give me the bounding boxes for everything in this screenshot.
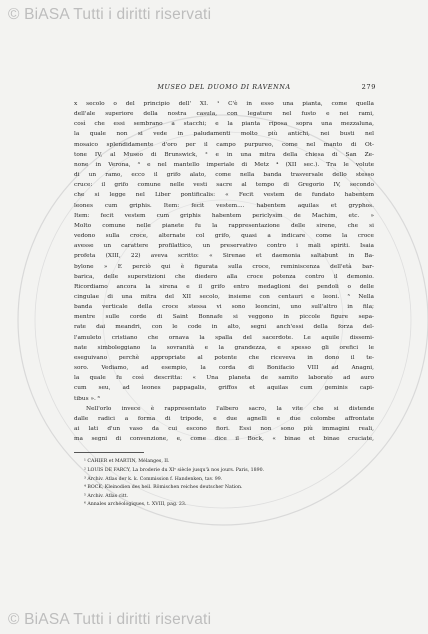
text-line: Item: fecit vestem cum griphis habentem periclysim de Machim, etc. » [74, 212, 374, 219]
text-line: dalle radici a forma di tripode, e due agnelli e due colombe affrontate [74, 415, 374, 422]
footnote: ⁴ BOCK, Kleinodien des heil. Römischen reiches deutscher Nation. [84, 485, 243, 491]
text-line: vedono sulla croce, alternate col grifo, quasi a indicare come la croce [74, 233, 374, 240]
text-line: barica, delle superstizioni che diedero alla croce potenza contro il demonio. [74, 273, 374, 280]
footnote: ¹ CAHIER et MARTIN, Mélanges, II. [84, 459, 170, 465]
text-line: x secolo o del principio dell' XI. ¹ C'è in esso una pianta, come quella [74, 101, 374, 107]
text-line: cruce: il grifo comune nelle vesti sacre al tempo di Gregorio IV, secondo [74, 182, 374, 189]
footnote: ² LOUIS DE FARCY, La broderie du XIᵉ siècle jusqu'à nos jours. Paris, 1890. [84, 467, 265, 473]
watermark-bottom: © BiASA Tutti i diritti riservati [8, 611, 212, 628]
text-line: di un ramo, ecco il grifo alato, come nella banda trasversale dello stesso [74, 172, 374, 179]
text-line: leones cum griphis. Item: fecit vestem.... habentem aquilas et gryphos. [74, 202, 374, 209]
text-line: banda verticale della croce stessa vi sono leoncini, uno sull'altro in fila; [74, 304, 374, 311]
text-line: rate dai meandri, con le code in alto, segni anch'essi della forza del- [74, 324, 374, 331]
watermark-top: © BiASA Tutti i diritti riservati [8, 6, 212, 23]
text-line: la quale non si vede in paludamenti molto più antichi, nei busti nel [74, 131, 374, 138]
text-line: dell'ale superiore della nostra casula, con legature nel fusto e nei rami, [74, 111, 374, 118]
document-page [74, 83, 374, 510]
text-line: mosaico splendidamente d'oro per il campo purpureo, come nel manto di Ot- [74, 141, 374, 148]
text-line: mentre sulle corde di Saint Bonnafe si veggono in piccole figure sepa- [74, 314, 374, 321]
text-line: Ricordiamo ancora la sirena e il grifo entro medaglioni dei pendoli o delle [74, 283, 374, 290]
text-line: eseguivano perchè appropriate al potente che riceveva in dono il te- [74, 354, 374, 361]
footnotes [74, 458, 374, 510]
text-line: none in Verona, ³ e nel mantello imperiale di Metz ⁴ (XII sec.). Tra le volute [74, 161, 374, 168]
footnote: ⁵ Archiv. Atlas citt. [84, 493, 128, 499]
text-line: soro. Vediamo, ad esempio, la corda di Bonifacio VIII ad Anagni, [74, 365, 374, 372]
text-line: cingulae di una mitra del XII secolo, insieme con centauri e leoni. ⁵ Nella [74, 293, 374, 300]
text-line: così che essi sembrano a stacchi; e la pianta riposa sopra una mezzaluna, [74, 121, 374, 128]
text-line: bylone » E perciò qui è figurata sulla croce, reminiscenza dell'età bar- [74, 263, 374, 270]
text-line: ai lati d'un vaso da cui escono fiori. Essi non sono più immagini reali, [74, 426, 374, 432]
text-line: l'amuleto cristiano che ornava la spalla del sacerdote. Le aquile dissemi- [74, 334, 374, 341]
text-line: cum seu, ad leones pappagalis, griffos et aquilas cum geminis capi- [74, 385, 374, 392]
footnote: ⁶ Annales archéologiques, t. XVIII, pag. 23. [84, 502, 187, 508]
text-line: tone IV, al Museo di Brunswick, ² e in una mitra della chiesa di San Ze- [74, 151, 374, 158]
footnote: ³ Archiv. Atlas der k. k. Commission f. Handenken, tav. 99. [84, 476, 223, 482]
page-number: 279 [361, 83, 376, 91]
text-line: profeta (XIII, 22) aveva scritto: « Sirenae et daemonia saltabunt in Ba- [74, 253, 374, 260]
text-line: ma segni di convenzione, e, come dice il Bock, « binae et binae cruciate, [74, 436, 374, 443]
running-head-title: MUSEO DEL DUOMO DI RAVENNA [157, 83, 291, 91]
body-text [74, 99, 374, 444]
running-head [74, 83, 374, 93]
text-line: Nell'orlo invece è rappresentato l'albero sacro, la vite che si distende [86, 405, 374, 412]
text-line: la quale fu così descritta: « Una planeta de samito laborato ad auro [74, 375, 374, 382]
text-line: che si legge nel Liber pontificalis: « Fecit vestem de fundato habentem [74, 192, 374, 199]
text-line: nate simboleggiano la sovranità e la grandezza, e spesso gli orefici le [74, 344, 374, 351]
text-line: tibus ». ⁶ [74, 395, 101, 402]
text-line: avesse un carattere profilattico, un preservativo contro i mali spiriti. Isaia [74, 243, 374, 250]
footnote-rule [74, 452, 144, 453]
text-line: Molto comune nelle pianete fu la rappresentazione delle sirene, che si [74, 222, 374, 229]
